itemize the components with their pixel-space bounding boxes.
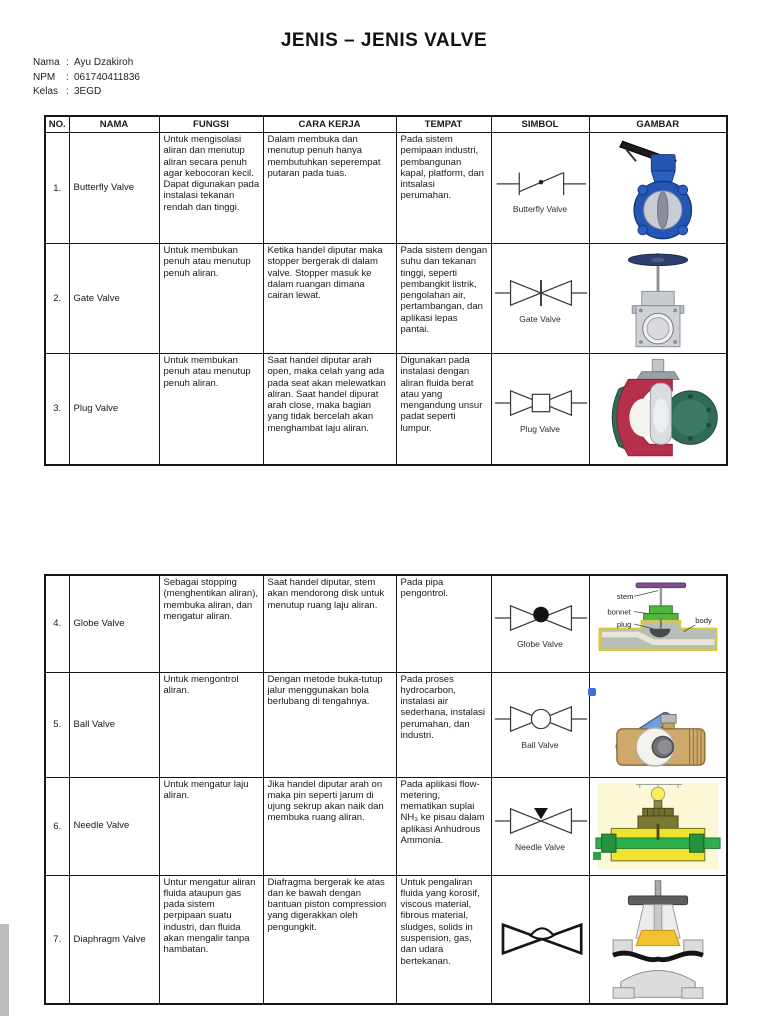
needle-valve-diagram xyxy=(594,780,722,872)
cell-simbol xyxy=(491,672,589,777)
cell-no: 4. xyxy=(45,575,69,672)
globe-plug-label: plug xyxy=(616,619,632,629)
scan-artifact-green xyxy=(593,852,601,860)
gate-valve-photo xyxy=(594,247,722,351)
cell-fungsi: Untuk mengatur laju aliran. xyxy=(159,777,263,875)
scan-artifact-blue xyxy=(588,688,596,696)
info-label: Kelas xyxy=(33,86,59,97)
info-line-kelas xyxy=(33,85,140,100)
cell-cara-kerja: Saat handel diputar arah open, maka celah yang ada pada seat akan melewatkan aliran. Saat handel dipurat arah close, maka bagian yang tidak bercelah akan menghambat laju aliran. xyxy=(263,354,396,465)
symbol-caption: Butterfly Valve xyxy=(512,203,568,214)
cell-tempat: Pada aplikasi flow-metering, mematikan suplai NH₃ ke pisau dalam aplikasi Anhudrous Ammonia. xyxy=(396,777,491,875)
cell-simbol xyxy=(491,354,589,465)
cell-no: 1. xyxy=(45,133,69,244)
globe-body-label: body xyxy=(695,615,712,625)
cell-no: 2. xyxy=(45,244,69,354)
col-header-simbol: SIMBOL xyxy=(491,116,589,133)
info-label: Nama xyxy=(33,57,60,68)
cell-nama: Globe Valve xyxy=(69,575,159,672)
scan-edge-strip xyxy=(0,924,9,1016)
table-row-needle xyxy=(45,777,727,875)
cell-cara-kerja: Dengan metode buka-tutup jalur menggunakan bola berlubang di tengahnya. xyxy=(263,672,396,777)
cell-tempat: Pada pipa pengontrol. xyxy=(396,575,491,672)
gate-valve-symbol-icon xyxy=(493,273,589,313)
cell-tempat: Pada sistem dengan suhu dan tekanan tinggi, seperti pembangkit listrik, pengolahan air, pertambangan, dan aplikasi lepas pantai. xyxy=(396,244,491,354)
cell-simbol xyxy=(491,777,589,875)
col-header-nama: NAMA xyxy=(69,116,159,133)
cell-gambar xyxy=(589,777,727,875)
student-info xyxy=(33,56,140,100)
table-row-diaphragm xyxy=(45,875,727,1004)
symbol-caption: Globe Valve xyxy=(517,639,563,650)
cell-gambar xyxy=(589,133,727,244)
cell-nama: Plug Valve xyxy=(69,354,159,465)
cell-nama: Butterfly Valve xyxy=(69,133,159,244)
cell-cara-kerja: Dalam membuka dan menutup penuh hanya membutuhkan seperempat putaran pada tuas. xyxy=(263,133,396,244)
cell-gambar xyxy=(589,354,727,465)
cell-fungsi: Untuk membukan penuh atau menutup penuh aliran. xyxy=(159,354,263,465)
cell-tempat: Pada sistem pemipaan industri, pembangunan kapal, platform, dan intsalasi perumahan. xyxy=(396,133,491,244)
cell-cara-kerja: Saat handel diputar, stem akan mendorong disk untuk menutup ruang laju aliran. xyxy=(263,575,396,672)
symbol-caption: Plug Valve xyxy=(519,424,560,435)
globe-bonnet-label: bonnet xyxy=(607,607,631,617)
valve-table-part1 xyxy=(44,115,728,466)
cell-tempat: Pada proses hydrocarbon, instalasi air sederhana, instalasi perumahan, dan industri. xyxy=(396,672,491,777)
colon: : xyxy=(66,57,69,68)
table-row-globe xyxy=(45,575,727,672)
butterfly-valve-photo xyxy=(594,135,722,241)
ball-valve-photo xyxy=(594,675,722,775)
diaphragm-valve-diagram xyxy=(594,877,722,1001)
col-header-tempat: TEMPAT xyxy=(396,116,491,133)
cell-cara-kerja: Jika handel diputar arah on maka pin seperti jarum di ujung sekrup akan naik dan membuka ruang aliran. xyxy=(263,777,396,875)
cell-no: 6. xyxy=(45,777,69,875)
cell-fungsi: Sebagai stopping (menghentikan aliran), membuka aliran, dan mengatur aliran. xyxy=(159,575,263,672)
butterfly-valve-symbol-icon xyxy=(493,163,589,203)
cell-simbol xyxy=(491,575,589,672)
colon: : xyxy=(66,71,69,83)
cell-no: 5. xyxy=(45,672,69,777)
plug-valve-symbol-icon xyxy=(493,383,589,423)
cell-simbol xyxy=(491,244,589,354)
col-header-fungsi: FUNGSI xyxy=(159,116,263,133)
info-line-nama xyxy=(33,56,140,71)
col-header-gambar: GAMBAR xyxy=(589,116,727,133)
cell-simbol xyxy=(491,133,589,244)
page-title: JENIS – JENIS VALVE xyxy=(280,30,488,51)
info-value: 061740411836 xyxy=(74,71,140,83)
cell-tempat: Untuk pengaliran fluida yang korosif, viscous material, fibrous material, sludges, solids in suspension, gas, dan udara bertekanan. xyxy=(396,875,491,1004)
globe-valve-diagram xyxy=(594,578,722,670)
info-value: 3EGD xyxy=(74,86,102,97)
header-row xyxy=(45,116,727,133)
table-row-butterfly xyxy=(45,133,727,244)
cell-nama: Needle Valve xyxy=(69,777,159,875)
cell-gambar xyxy=(589,672,727,777)
cell-gambar xyxy=(589,244,727,354)
cell-simbol xyxy=(491,875,589,1004)
ball-valve-symbol-icon xyxy=(493,699,589,739)
cell-no: 7. xyxy=(45,875,69,1004)
symbol-caption: Ball Valve xyxy=(521,740,559,750)
valve-table-part2 xyxy=(44,574,728,1005)
cell-gambar xyxy=(589,575,727,672)
cell-cara-kerja: Ketika handel diputar maka stopper bergerak di dalam valve. Stopper masuk ke dalam ruangan dimana cairan lewat. xyxy=(263,244,396,354)
cell-gambar xyxy=(589,875,727,1004)
col-header-cara-kerja: CARA KERJA xyxy=(263,116,396,133)
symbol-caption: Needle Valve xyxy=(515,841,565,852)
diaphragm-valve-symbol-icon xyxy=(493,915,590,963)
cell-nama: Gate Valve xyxy=(69,244,159,354)
cell-cara-kerja: Diafragma bergerak ke atas dan ke bawah dengan bantuan piston compression yang digerakkan oleh pengungkit. xyxy=(263,875,396,1004)
cell-fungsi: Untuk membukan penuh atau menutup penuh aliran. xyxy=(159,244,263,354)
colon: : xyxy=(66,86,69,97)
info-value: Ayu Dzakiroh xyxy=(74,57,134,68)
cell-fungsi: Untur mengatur aliran fluida ataupun gas pada sistem perpipaan suatu industri, dan fluida akan mengalir tanpa hambatan. xyxy=(159,875,263,1004)
symbol-caption: Gate Valve xyxy=(519,314,561,324)
table-row-gate xyxy=(45,244,727,354)
cell-nama: Diaphragm Valve xyxy=(69,875,159,1004)
cell-nama: Ball Valve xyxy=(69,672,159,777)
table-row-plug xyxy=(45,354,727,465)
info-line-npm xyxy=(33,71,140,86)
cell-no: 3. xyxy=(45,354,69,465)
needle-valve-symbol-icon xyxy=(493,801,589,841)
globe-stem-label: stem xyxy=(616,591,634,601)
cell-tempat: Digunakan pada instalasi dengan aliran fluida berat atau yang mengandung unsur padat seperti lumpur. xyxy=(396,354,491,465)
cell-fungsi: Untuk mengontrol aliran. xyxy=(159,672,263,777)
plug-valve-photo xyxy=(594,356,722,462)
info-label: NPM xyxy=(33,71,56,83)
col-header-no: NO. xyxy=(45,116,69,133)
cell-fungsi: Untuk mengisolasi aliran dan menutup aliran secara penuh agar kebocoran kecil. Dapat digunakan pada instalasi tekanan rendah dan tinggi. xyxy=(159,133,263,244)
globe-valve-symbol-icon xyxy=(493,598,589,638)
table-row-ball xyxy=(45,672,727,777)
